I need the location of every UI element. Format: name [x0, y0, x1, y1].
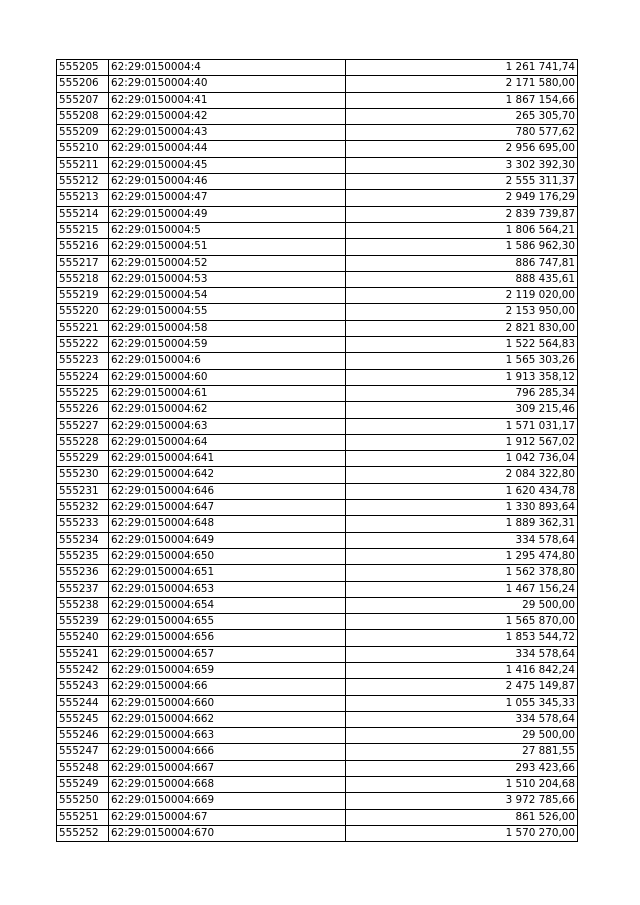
table-row	[57, 728, 578, 744]
row-number-cell: 555218	[57, 271, 109, 287]
table-row	[57, 60, 578, 76]
table-row	[57, 369, 578, 385]
table-row	[57, 744, 578, 760]
cadastral-number-cell: 62:29:0150004:60	[109, 369, 346, 385]
cadastral-number-cell: 62:29:0150004:55	[109, 304, 346, 320]
row-number-cell: 555214	[57, 206, 109, 222]
cadastral-number-cell: 62:29:0150004:42	[109, 108, 346, 124]
cadastral-value-cell: 334 578,64	[346, 532, 578, 548]
row-number-cell: 555207	[57, 92, 109, 108]
cadastral-value-table	[56, 59, 578, 842]
cadastral-value-cell: 334 578,64	[346, 711, 578, 727]
cadastral-value-cell: 861 526,00	[346, 809, 578, 825]
cadastral-value-cell: 1 570 270,00	[346, 825, 578, 841]
cadastral-value-cell: 1 261 741,74	[346, 60, 578, 76]
table-row	[57, 483, 578, 499]
cadastral-number-cell: 62:29:0150004:5	[109, 222, 346, 238]
cadastral-number-cell: 62:29:0150004:655	[109, 614, 346, 630]
table-row	[57, 777, 578, 793]
row-number-cell: 555240	[57, 630, 109, 646]
cadastral-number-cell: 62:29:0150004:654	[109, 597, 346, 613]
row-number-cell: 555231	[57, 483, 109, 499]
table-row	[57, 695, 578, 711]
cadastral-value-cell: 27 881,55	[346, 744, 578, 760]
table-row	[57, 108, 578, 124]
row-number-cell: 555239	[57, 614, 109, 630]
row-number-cell: 555238	[57, 597, 109, 613]
row-number-cell: 555228	[57, 434, 109, 450]
cadastral-value-cell: 29 500,00	[346, 728, 578, 744]
row-number-cell: 555211	[57, 157, 109, 173]
cadastral-value-cell: 2 153 950,00	[346, 304, 578, 320]
table-row	[57, 304, 578, 320]
cadastral-value-cell: 1 913 358,12	[346, 369, 578, 385]
cadastral-value-cell: 1 416 842,24	[346, 662, 578, 678]
row-number-cell: 555232	[57, 500, 109, 516]
cadastral-number-cell: 62:29:0150004:51	[109, 239, 346, 255]
table-row	[57, 581, 578, 597]
row-number-cell: 555236	[57, 565, 109, 581]
cadastral-number-cell: 62:29:0150004:47	[109, 190, 346, 206]
cadastral-value-cell: 1 055 345,33	[346, 695, 578, 711]
table-row	[57, 532, 578, 548]
cadastral-value-cell: 2 475 149,87	[346, 679, 578, 695]
row-number-cell: 555213	[57, 190, 109, 206]
cadastral-value-cell: 1 571 031,17	[346, 418, 578, 434]
cadastral-number-cell: 62:29:0150004:670	[109, 825, 346, 841]
row-number-cell: 555242	[57, 662, 109, 678]
table-row	[57, 418, 578, 434]
row-number-cell: 555205	[57, 60, 109, 76]
row-number-cell: 555219	[57, 288, 109, 304]
table-row	[57, 174, 578, 190]
row-number-cell: 555210	[57, 141, 109, 157]
cadastral-value-cell: 1 042 736,04	[346, 451, 578, 467]
row-number-cell: 555224	[57, 369, 109, 385]
cadastral-value-cell: 2 119 020,00	[346, 288, 578, 304]
row-number-cell: 555247	[57, 744, 109, 760]
cadastral-value-cell: 796 285,34	[346, 385, 578, 401]
row-number-cell: 555206	[57, 76, 109, 92]
cadastral-number-cell: 62:29:0150004:657	[109, 646, 346, 662]
row-number-cell: 555223	[57, 353, 109, 369]
cadastral-number-cell: 62:29:0150004:642	[109, 467, 346, 483]
cadastral-value-cell: 888 435,61	[346, 271, 578, 287]
table-row	[57, 271, 578, 287]
table-row	[57, 565, 578, 581]
cadastral-number-cell: 62:29:0150004:667	[109, 760, 346, 776]
row-number-cell: 555245	[57, 711, 109, 727]
table-row	[57, 467, 578, 483]
table-row	[57, 353, 578, 369]
table-row	[57, 190, 578, 206]
table-row	[57, 662, 578, 678]
cadastral-number-cell: 62:29:0150004:43	[109, 125, 346, 141]
cadastral-number-cell: 62:29:0150004:647	[109, 500, 346, 516]
cadastral-number-cell: 62:29:0150004:662	[109, 711, 346, 727]
row-number-cell: 555208	[57, 108, 109, 124]
table-row	[57, 288, 578, 304]
table-row	[57, 125, 578, 141]
cadastral-number-cell: 62:29:0150004:649	[109, 532, 346, 548]
table-row	[57, 239, 578, 255]
cadastral-value-cell: 1 912 567,02	[346, 434, 578, 450]
table-row	[57, 206, 578, 222]
cadastral-value-cell: 886 747,81	[346, 255, 578, 271]
row-number-cell: 555246	[57, 728, 109, 744]
table-row	[57, 320, 578, 336]
cadastral-value-cell: 3 972 785,66	[346, 793, 578, 809]
table-row	[57, 646, 578, 662]
table-row	[57, 516, 578, 532]
row-number-cell: 555226	[57, 402, 109, 418]
row-number-cell: 555217	[57, 255, 109, 271]
cadastral-value-cell: 2 821 830,00	[346, 320, 578, 336]
cadastral-value-cell: 1 586 962,30	[346, 239, 578, 255]
table-row	[57, 825, 578, 841]
cadastral-value-cell: 309 215,46	[346, 402, 578, 418]
cadastral-number-cell: 62:29:0150004:646	[109, 483, 346, 499]
cadastral-value-cell: 334 578,64	[346, 646, 578, 662]
cadastral-value-cell: 29 500,00	[346, 597, 578, 613]
row-number-cell: 555233	[57, 516, 109, 532]
table-row	[57, 809, 578, 825]
cadastral-number-cell: 62:29:0150004:61	[109, 385, 346, 401]
row-number-cell: 555250	[57, 793, 109, 809]
table-row	[57, 385, 578, 401]
cadastral-number-cell: 62:29:0150004:67	[109, 809, 346, 825]
cadastral-value-cell: 780 577,62	[346, 125, 578, 141]
cadastral-number-cell: 62:29:0150004:656	[109, 630, 346, 646]
cadastral-number-cell: 62:29:0150004:641	[109, 451, 346, 467]
cadastral-value-cell: 2 839 739,87	[346, 206, 578, 222]
cadastral-number-cell: 62:29:0150004:44	[109, 141, 346, 157]
cadastral-value-cell: 293 423,66	[346, 760, 578, 776]
row-number-cell: 555216	[57, 239, 109, 255]
cadastral-number-cell: 62:29:0150004:46	[109, 174, 346, 190]
cadastral-value-cell: 2 171 580,00	[346, 76, 578, 92]
table-row	[57, 255, 578, 271]
cadastral-number-cell: 62:29:0150004:666	[109, 744, 346, 760]
table-row	[57, 614, 578, 630]
table-row	[57, 500, 578, 516]
row-number-cell: 555212	[57, 174, 109, 190]
cadastral-number-cell: 62:29:0150004:6	[109, 353, 346, 369]
row-number-cell: 555230	[57, 467, 109, 483]
row-number-cell: 555241	[57, 646, 109, 662]
row-number-cell: 555252	[57, 825, 109, 841]
cadastral-value-cell: 1 522 564,83	[346, 337, 578, 353]
cadastral-value-cell: 3 302 392,30	[346, 157, 578, 173]
cadastral-value-cell: 1 620 434,78	[346, 483, 578, 499]
cadastral-value-cell: 1 867 154,66	[346, 92, 578, 108]
table-row	[57, 679, 578, 695]
table-row	[57, 548, 578, 564]
cadastral-value-cell: 2 555 311,37	[346, 174, 578, 190]
row-number-cell: 555222	[57, 337, 109, 353]
cadastral-value-cell: 1 889 362,31	[346, 516, 578, 532]
row-number-cell: 555251	[57, 809, 109, 825]
cadastral-value-cell: 2 949 176,29	[346, 190, 578, 206]
cadastral-number-cell: 62:29:0150004:660	[109, 695, 346, 711]
row-number-cell: 555237	[57, 581, 109, 597]
row-number-cell: 555215	[57, 222, 109, 238]
table-row	[57, 337, 578, 353]
cadastral-number-cell: 62:29:0150004:651	[109, 565, 346, 581]
row-number-cell: 555209	[57, 125, 109, 141]
cadastral-number-cell: 62:29:0150004:653	[109, 581, 346, 597]
cadastral-number-cell: 62:29:0150004:669	[109, 793, 346, 809]
table-row	[57, 222, 578, 238]
row-number-cell: 555220	[57, 304, 109, 320]
row-number-cell: 555235	[57, 548, 109, 564]
cadastral-value-cell: 2 084 322,80	[346, 467, 578, 483]
cadastral-value-cell: 1 565 303,26	[346, 353, 578, 369]
cadastral-number-cell: 62:29:0150004:54	[109, 288, 346, 304]
cadastral-number-cell: 62:29:0150004:668	[109, 777, 346, 793]
cadastral-number-cell: 62:29:0150004:64	[109, 434, 346, 450]
cadastral-number-cell: 62:29:0150004:648	[109, 516, 346, 532]
cadastral-number-cell: 62:29:0150004:62	[109, 402, 346, 418]
table-row	[57, 793, 578, 809]
cadastral-number-cell: 62:29:0150004:41	[109, 92, 346, 108]
cadastral-number-cell: 62:29:0150004:63	[109, 418, 346, 434]
cadastral-number-cell: 62:29:0150004:53	[109, 271, 346, 287]
row-number-cell: 555249	[57, 777, 109, 793]
cadastral-number-cell: 62:29:0150004:4	[109, 60, 346, 76]
table-row	[57, 760, 578, 776]
cadastral-value-cell: 1 510 204,68	[346, 777, 578, 793]
cadastral-number-cell: 62:29:0150004:66	[109, 679, 346, 695]
table-row	[57, 434, 578, 450]
cadastral-number-cell: 62:29:0150004:59	[109, 337, 346, 353]
row-number-cell: 555244	[57, 695, 109, 711]
cadastral-number-cell: 62:29:0150004:52	[109, 255, 346, 271]
cadastral-number-cell: 62:29:0150004:40	[109, 76, 346, 92]
row-number-cell: 555248	[57, 760, 109, 776]
row-number-cell: 555243	[57, 679, 109, 695]
cadastral-value-cell: 1 467 156,24	[346, 581, 578, 597]
cadastral-number-cell: 62:29:0150004:659	[109, 662, 346, 678]
table-row	[57, 402, 578, 418]
cadastral-value-cell: 1 853 544,72	[346, 630, 578, 646]
row-number-cell: 555227	[57, 418, 109, 434]
row-number-cell: 555225	[57, 385, 109, 401]
cadastral-number-cell: 62:29:0150004:663	[109, 728, 346, 744]
table-row	[57, 451, 578, 467]
cadastral-value-cell: 1 295 474,80	[346, 548, 578, 564]
cadastral-value-cell: 265 305,70	[346, 108, 578, 124]
table-row	[57, 157, 578, 173]
cadastral-value-cell: 1 806 564,21	[346, 222, 578, 238]
table-row	[57, 141, 578, 157]
row-number-cell: 555221	[57, 320, 109, 336]
row-number-cell: 555229	[57, 451, 109, 467]
cadastral-value-cell: 1 562 378,80	[346, 565, 578, 581]
table-body	[57, 60, 578, 842]
table-row	[57, 76, 578, 92]
row-number-cell: 555234	[57, 532, 109, 548]
cadastral-number-cell: 62:29:0150004:650	[109, 548, 346, 564]
table-row	[57, 630, 578, 646]
cadastral-value-cell: 1 330 893,64	[346, 500, 578, 516]
table-row	[57, 711, 578, 727]
table-row	[57, 92, 578, 108]
cadastral-value-cell: 2 956 695,00	[346, 141, 578, 157]
cadastral-value-cell: 1 565 870,00	[346, 614, 578, 630]
cadastral-number-cell: 62:29:0150004:58	[109, 320, 346, 336]
table-row	[57, 597, 578, 613]
cadastral-number-cell: 62:29:0150004:45	[109, 157, 346, 173]
cadastral-number-cell: 62:29:0150004:49	[109, 206, 346, 222]
